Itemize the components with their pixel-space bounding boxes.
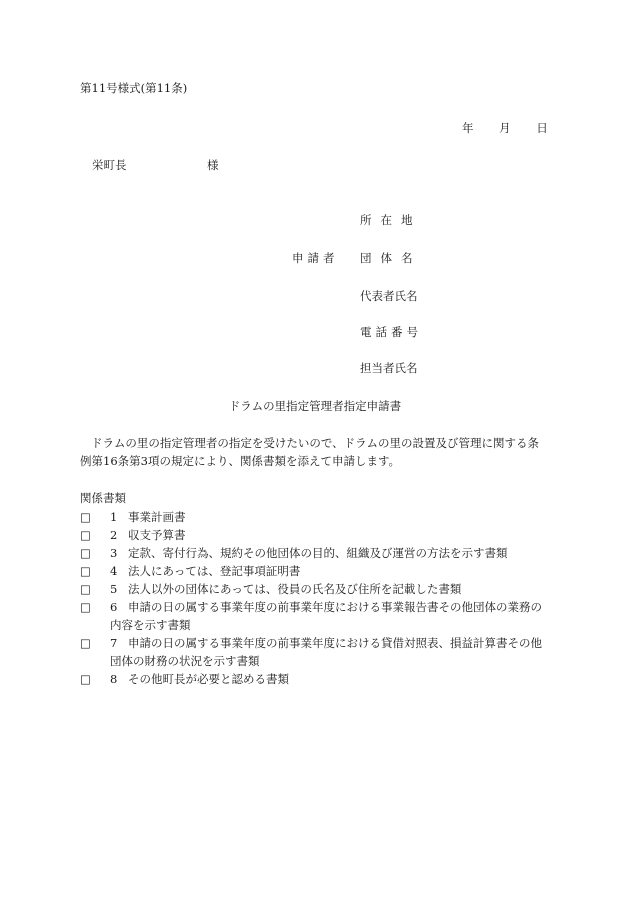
form-number: 第11号様式(第11条) [80, 81, 188, 95]
date-line [462, 120, 548, 136]
checkbox[interactable]: □ [80, 546, 91, 560]
item-text-continued: 内容を示す書類 [110, 618, 191, 632]
item-text: 事業計画書 [128, 510, 186, 524]
related-doc-item [80, 634, 560, 670]
related-doc-item [80, 562, 560, 580]
item-number: 8 [110, 672, 118, 686]
honorific: 様 [207, 158, 219, 172]
related-doc-item [80, 508, 560, 526]
related-doc-item [80, 598, 560, 634]
item-number: 2 [110, 528, 118, 542]
field-phone-number: 電話番号 [360, 325, 422, 339]
item-number: 1 [110, 510, 118, 524]
field-organization-name: 団体名 [360, 251, 422, 265]
related-doc-item [80, 580, 560, 598]
item-text-continued: 団体の財務の状況を示す書類 [110, 654, 260, 668]
related-docs-heading: 関係書類 [80, 491, 126, 505]
item-number: 6 [110, 600, 118, 614]
item-text: 法人以外の団体にあっては、役員の氏名及び住所を記載した書類 [128, 582, 462, 596]
related-doc-item [80, 544, 560, 562]
item-text: 収支予算書 [128, 528, 186, 542]
field-representative-name: 代表者氏名 [360, 289, 418, 303]
item-text: 法人にあっては、登記事項証明書 [128, 564, 301, 578]
item-number: 7 [110, 636, 118, 650]
item-text: その他町長が必要と認める書類 [128, 672, 289, 686]
item-number: 3 [110, 546, 118, 560]
checkbox[interactable]: □ [80, 528, 91, 542]
applicant-label: 申請者 [292, 251, 339, 265]
document-title: ドラムの里指定管理者指定申請書 [228, 399, 402, 413]
date-year-label: 年 [462, 121, 474, 135]
checkbox[interactable]: □ [80, 672, 91, 686]
item-number: 5 [110, 582, 118, 596]
related-doc-item [80, 670, 560, 688]
checkbox[interactable]: □ [80, 564, 91, 578]
item-text: 定款、寄付行為、規約その他団体の目的、組織及び運営の方法を示す書類 [128, 546, 508, 560]
date-day-label: 日 [536, 121, 548, 135]
checkbox[interactable]: □ [80, 582, 91, 596]
item-text: 申請の日の属する事業年度の前事業年度における貸借対照表、損益計算書その他 [128, 636, 542, 650]
date-month-label: 月 [499, 121, 511, 135]
addressee: 栄町長 [92, 158, 127, 172]
field-contact-person: 担当者氏名 [360, 361, 418, 375]
field-address: 所在地 [360, 213, 422, 227]
checkbox[interactable]: □ [80, 600, 91, 614]
item-number: 4 [110, 564, 118, 578]
checkbox[interactable]: □ [80, 510, 91, 524]
item-text: 申請の日の属する事業年度の前事業年度における事業報告書その他団体の業務の [128, 600, 542, 614]
checkbox[interactable]: □ [80, 636, 91, 650]
application-body: ドラムの里の指定管理者の指定を受けたいので、ドラムの里の設置及び管理に関する条例第16条第3項の規定により、関係書類を添えて申請します。 [80, 436, 540, 468]
related-docs-list [80, 508, 560, 688]
related-doc-item [80, 526, 560, 544]
